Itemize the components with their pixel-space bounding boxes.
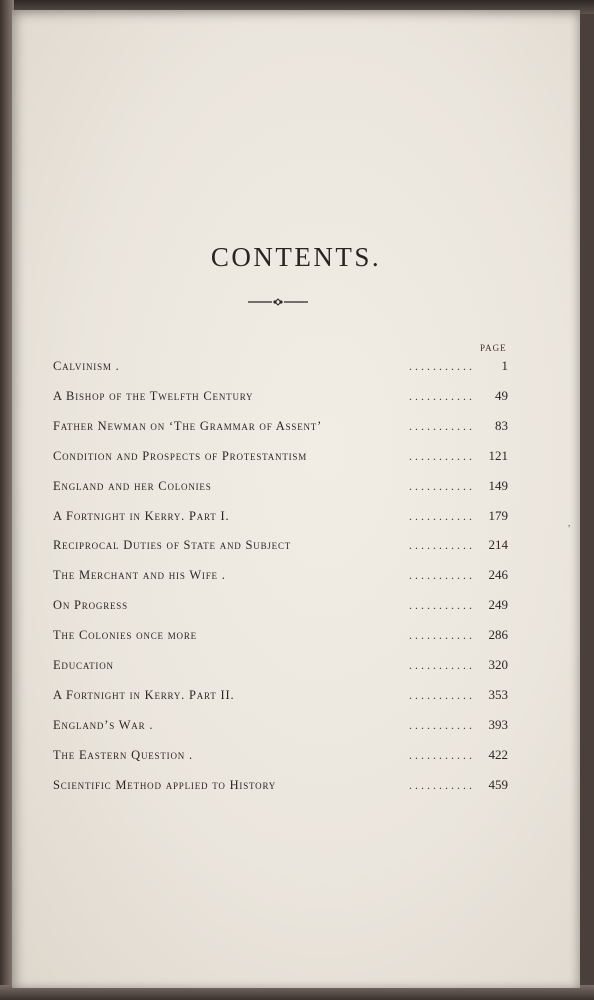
contents-entry: [53, 537, 508, 559]
dot-leader: . . . . . . . . . . .: [409, 418, 472, 433]
dot-leader: . . . . . . . . . . .: [409, 478, 472, 493]
entry-page-number: 246: [488, 567, 508, 583]
entry-page-number: 286: [488, 627, 508, 643]
entry-title: The Colonies once more: [53, 628, 197, 643]
entry-page-number: 422: [488, 746, 508, 762]
entry-title: Father Newman on ‘The Grammar of Assent’: [53, 418, 323, 433]
entry-page-number: 320: [488, 657, 508, 672]
dot-leader: . . . . . . . . . . .: [409, 359, 472, 373]
entry-title: A Bishop of the Twelfth Century: [53, 388, 254, 403]
dot-leader: . . . . . . . . . . .: [409, 658, 472, 672]
dot-leader: . . . . . . . . . . .: [409, 687, 472, 702]
book-page: [12, 10, 580, 988]
entry-title: The Merchant and his Wife .: [53, 568, 226, 583]
entry-page-number: 83: [495, 417, 508, 433]
entry-page-number: 149: [488, 477, 508, 493]
contents-entry: [53, 687, 508, 709]
contents-entry: [53, 717, 508, 739]
dot-leader: . . . . . . . . . . .: [409, 628, 472, 643]
entry-title: A Fortnight in Kerry. Part II.: [53, 687, 235, 702]
entry-title: Condition and Prospects of Protestantism: [53, 448, 308, 463]
entry-page-number: 249: [488, 597, 508, 613]
contents-entry: [53, 448, 508, 470]
contents-entry: [53, 567, 508, 589]
entry-page-number: 49: [495, 387, 508, 403]
entry-title: A Fortnight in Kerry. Part I.: [53, 508, 230, 523]
entry-page-number: 179: [488, 507, 508, 523]
margin-mark: ,: [568, 518, 571, 528]
contents-entry: [53, 747, 508, 769]
table-of-contents: [12, 10, 580, 988]
contents-entry: [53, 508, 508, 530]
dot-leader: . . . . . . . . . . .: [409, 598, 472, 613]
contents-entry: [53, 777, 508, 799]
page-title: CONTENTS.: [210, 242, 382, 272]
contents-entry: [53, 657, 508, 679]
contents-entry: [53, 627, 508, 649]
contents-entry: [53, 388, 508, 410]
dot-leader: . . . . . . . . . . .: [409, 448, 472, 463]
entry-title: Education: [53, 658, 114, 672]
dot-leader: . . . . . . . . . . .: [409, 777, 472, 792]
entry-title: Calvinism .: [53, 359, 120, 373]
dot-leader: . . . . . . . . . . .: [409, 568, 472, 583]
entry-page-number: 1: [501, 358, 508, 373]
contents-entry: [53, 597, 508, 619]
entry-title: England’s War .: [53, 717, 154, 732]
entry-page-number: 121: [488, 447, 508, 463]
entry-page-number: 393: [488, 716, 508, 732]
entry-title: The Eastern Question .: [53, 747, 193, 762]
contents-entry: [53, 478, 508, 500]
dot-leader: . . . . . . . . . . .: [409, 717, 472, 732]
contents-entry: [53, 358, 508, 380]
entry-title: Reciprocal Duties of State and Subject: [53, 538, 292, 553]
entry-page-number: 459: [488, 776, 508, 792]
entry-page-number: 214: [488, 537, 508, 553]
dot-leader: . . . . . . . . . . .: [409, 538, 472, 553]
dot-leader: . . . . . . . . . . .: [409, 508, 472, 523]
entry-title: On Progress: [53, 598, 128, 613]
contents-entry: [53, 418, 508, 440]
entry-page-number: 353: [488, 686, 508, 702]
entry-title: Scientific Method applied to History: [53, 777, 277, 792]
dot-leader: . . . . . . . . . . .: [409, 388, 472, 403]
page-column-heading: PAGE: [480, 343, 507, 353]
entry-title: England and her Colonies: [53, 478, 212, 493]
dot-leader: . . . . . . . . . . .: [409, 747, 472, 762]
